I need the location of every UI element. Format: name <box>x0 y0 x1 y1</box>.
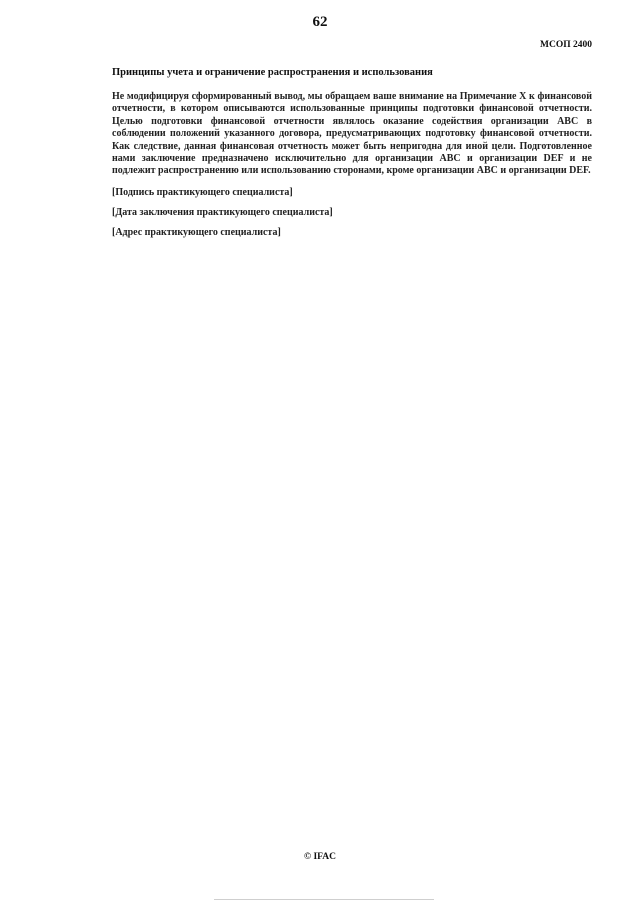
body-paragraph: Не модифицируя сформированный вывод, мы обращаем ваше внимание на Примечание X к финансовой отчетности, в котором описываются использованные принципы подготовки финансовой отчетности. Целью подготовки финансовой отчетности являлось оказание содействия организации ABC в соблюдении положений указанного договора, предусматривающих подготовку финансовой отчетности. Как следствие, данная финансовая отчетность может быть непригодна для иной цели. Подготовленное нами заключение предназначено исключительно для организации ABC и организации DEF и не подлежит распространению или использованию сторонами, кроме организации ABC и организации DEF. <box>112 91 592 177</box>
page-number: 62 <box>312 14 328 30</box>
section-heading: Принципы учета и ограничение распространения и использования <box>112 67 433 78</box>
date-placeholder: [Дата заключения практикующего специалиста] <box>112 206 333 218</box>
page-content <box>112 66 592 247</box>
address-placeholder: [Адрес практикующего специалиста] <box>112 226 281 238</box>
scan-edge-line <box>214 899 434 900</box>
footer-copyright: © IFAC <box>304 852 336 862</box>
standard-code: МСОП 2400 <box>540 40 592 50</box>
signature-placeholder: [Подпись практикующего специалиста] <box>112 186 293 198</box>
